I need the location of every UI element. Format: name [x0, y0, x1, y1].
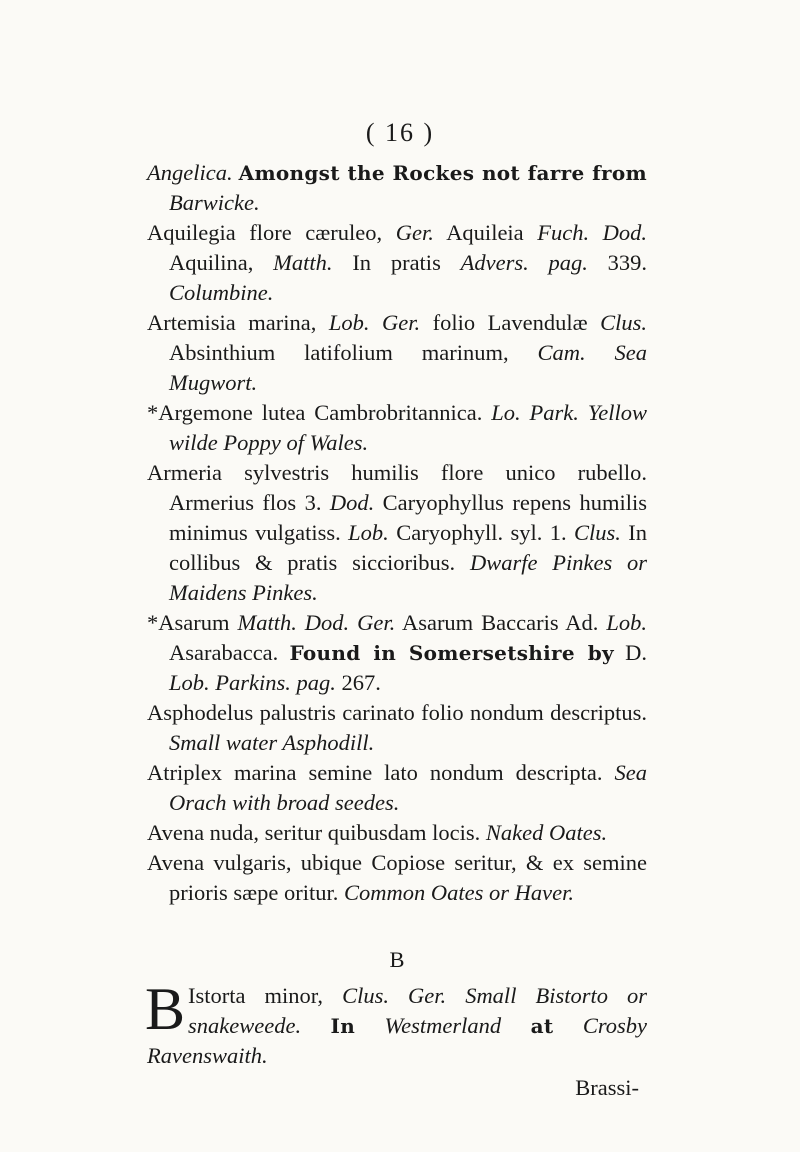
- entry-aquilegia: Aquilegia flore cæruleo, Ger. Aquileia Fuch. Dod. Aquilina, Matth. In pratis Advers. pag. 339. Columbine.: [147, 220, 648, 305]
- entry-angelica: Angelica. Amongst the Rockes not farre from Barwicke.: [147, 160, 647, 215]
- entry-artemisia: Artemisia marina, Lob. Ger. folio Lavendulæ Clus. Absinthium latifolium marinum, Cam. Sea Mugwort.: [147, 310, 648, 395]
- entry-avena-vulgaris: Avena vulgaris, ubique Copiose seritur, & ex semine prioris sæpe oritur. Common Oates or Haver.: [147, 850, 647, 905]
- entry-argemone: *Argemone lutea Cambrobritannica. Lo. Park. Yellow wilde Poppy of Wales.: [147, 400, 648, 455]
- entry-asphodelus: Asphodelus palustris carinato folio nondum descriptus. Small water Asphodill.: [147, 700, 647, 755]
- entry-armeria: Armeria sylvestris humilis flore unico rubello. Armerius flos 3. Dod. Caryophyllus repens humilis minimus vulgatiss. Lob. Caryophyll. syl. 1. Clus. In collibus & pratis siccioribus. Dwarfe Pinkes or Maidens Pinkes.: [147, 460, 648, 605]
- entry-avena-nuda: Avena nuda, seritur quibusdam locis. Naked Oates.: [147, 820, 608, 845]
- page-number: ( 16 ): [365, 118, 435, 147]
- entry-asarum: *Asarum Matth. Dod. Ger. Asarum Baccaris Ad. Lob. Asarabacca. Found in Somersetshire by D. Lob. Parkins. pag. 267.: [147, 610, 648, 695]
- catchword: Brassi-: [575, 1075, 639, 1100]
- entry-atriplex: Atriplex marina semine lato nondum descripta. Sea Orach with broad seedes.: [147, 760, 647, 815]
- page-body: [147, 158, 647, 1103]
- entry-bistorta: B Istorta minor, Clus. Ger. Small Bistorto or snakeweede. In Westmerland at Crosby Ravenswaith.: [145, 976, 648, 1068]
- section-heading-b: B: [389, 947, 405, 972]
- drop-cap: B: [145, 976, 186, 1042]
